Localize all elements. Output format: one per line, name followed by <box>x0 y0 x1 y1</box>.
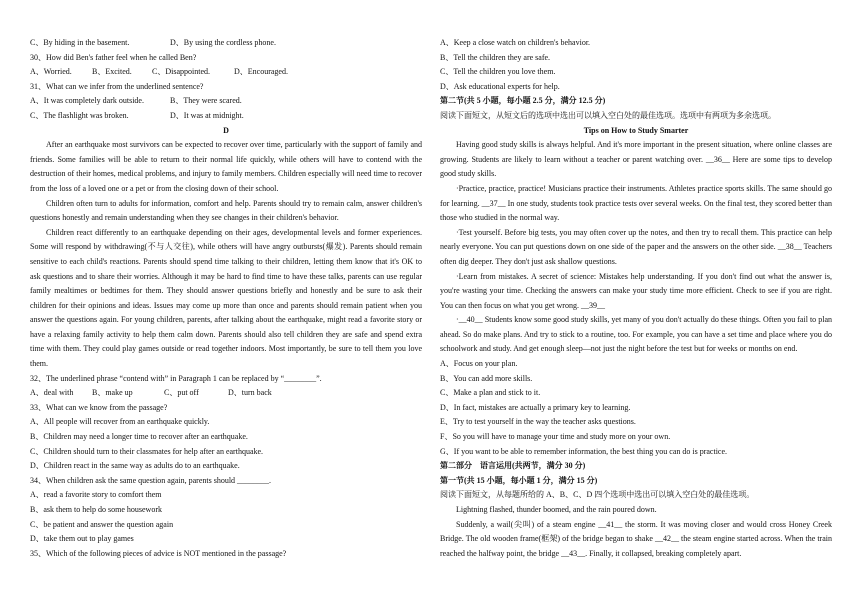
part3-subsection-header: 第一节(共 15 小题，每小题 1 分，满分 15 分) <box>440 475 598 485</box>
q32-option-b: B、make up <box>92 388 133 398</box>
story-line-1: Lightning flashed, thunder boomed, and the rain poured down. <box>456 505 657 514</box>
q31-option-a: A、It was completely dark outside. <box>30 96 144 106</box>
q32-option-c: C、put off <box>164 388 199 398</box>
q30-option-b: B、Excited. <box>92 67 132 77</box>
q33-option-d: D、Children react in the same way as adults do to an earthquake. <box>30 461 240 471</box>
part2-section-header: 第二节(共 5 小题，每小题 2.5 分，满分 12.5 分) <box>440 96 606 106</box>
part3-instructions: 阅读下面短文，从每题所给的 A、B、C、D 四个选项中选出可以填入空白处的最佳选项。 <box>440 490 755 500</box>
q31-option-d: D、It was at midnight. <box>170 110 244 120</box>
q34-option-b: B、ask them to help do some housework <box>30 505 162 514</box>
q29-options-cd <box>30 36 422 51</box>
choice-option-g: G、If you want to be able to remember information, the best thing you can do is practice. <box>440 446 728 456</box>
passage-paragraph-2: ·Practice, practice, practice! Musicians practice their instruments. Athletes practice sports skills. The same should go for learning. __37__ In one study, students took practice tests over several weeks. On the final test, they scored better than those who studied in the normal way. <box>440 183 832 223</box>
q33-stem: 33、What can we know from the passage? <box>30 402 168 412</box>
passage-paragraph-1: Having good study skills is always helpful. And it's more important in the present situation, where online classes are growing. Students are likely to learn without a teacher or parent watching over. __36__ Here are some tips to develop good study skills. <box>440 140 832 179</box>
q29-option-d: D、By using the cordless phone. <box>170 38 276 47</box>
q33-option-a: A、All people will recover from an earthquake quickly. <box>30 417 210 427</box>
q34-option-d: D、take them out to play games <box>30 534 134 544</box>
choice-option-a: A、Focus on your plan. <box>440 359 518 369</box>
story-paragraph-2: Suddenly, a wail(尖叫) of a steam engine __41__ the storm. It was moving closer and would cross Honey Creek Bridge. The old wooden frame(框架) of the bridge began to shake __42__ the steam engine started across. When the train reached the halfway point, the bridge __43__. Finally, it collapsed, breaking completely apart. <box>440 519 832 558</box>
q32-stem: 32、The underlined phrase “contend with” in Paragraph 1 can be replaced by “________”. <box>30 373 322 383</box>
q31-options-ab <box>30 94 422 109</box>
passage-paragraph-5: ·__40__ Students know some good study skills, yet many of you don't actually do these things. Often you fail to plan ahead. So do make plans. And try to stick to a routine, too. For example, you can have a set time and place where you do schoolwork and study. And get enough sleep—not just the night before the test but for weeks or months on end. <box>440 315 832 354</box>
passage-title: Tips on How to Study Smarter <box>583 125 689 135</box>
q34-option-c: C、be patient and answer the question again <box>30 519 174 529</box>
passage-d-paragraph-3: Children react differently to an earthquake depending on their ages, developmental levels and former experiences. Some will respond by withdrawing(不与人交往), while others will have angry outbursts(爆发). Parents should remain sensitive to each child's reactions. Parents should spend time talking to their children, letting them know that it's OK to ask questions and to share their worries. Although it may be hard to find time to have these talks, parents can use regular family mealtimes or bedtimes for them. They should answer questions briefly and honestly and be sure to ask their children for their opinions and ideas. Issues may come up more than once and parents should remain patient when you answer the questions again. For young children, parents, after talking about the earthquake, might read a favorite story or have a relaxing family activity to help them calm down. Parents should also tell children they are safe and spend extra time with them. They could play games outside or read together indoors. Most importantly, be sure to tell them you love them. <box>30 227 422 369</box>
q31-option-c: C、The flashlight was broken. <box>30 110 129 120</box>
left-column <box>30 36 422 561</box>
q35-option-d: D、Ask educational experts for help. <box>440 81 560 91</box>
q30-options <box>30 65 422 80</box>
q33-option-b: B、Children may need a longer time to recover after an earthquake. <box>30 432 248 442</box>
passage-d-paragraph-1: After an earthquake most survivors can be expected to recover over time, particularly with the support of family and friends. Some families will be able to return to their normal life quickly, while others will have to contend with the destruction of their homes, medical problems, and injury to family members. Children especially will need time to recover from the loss of a loved one or a pet or from the closing down of their school. <box>30 140 422 193</box>
q35-option-a: A、Keep a close watch on children's behavior. <box>440 38 591 47</box>
part2-instructions: 阅读下面短文，从短文后的选项中选出可以填入空白处的最佳选项。选项中有两项为多余选项。 <box>440 110 776 120</box>
passage-paragraph-4: ·Learn from mistakes. A secret of science: Mistakes help understanding. If you don't find out what the answer is, you're wasting your time. Checking the answers can make your study time more efficient. Check to see if you are right. You can then focus on what you get wrong. __39__ <box>440 271 832 310</box>
q35-option-c: C、Tell the children you love them. <box>440 67 556 77</box>
q29-option-c: C、By hiding in the basement. <box>30 38 130 47</box>
q30-stem: 30、How did Ben's father feel when he called Ben? <box>30 52 197 62</box>
q31-stem: 31、What can we infer from the underlined sentence? <box>30 81 204 91</box>
q30-option-d: D、Encouraged. <box>234 67 288 77</box>
q32-option-a: A、deal with <box>30 388 74 398</box>
q32-option-d: D、turn back <box>228 388 272 398</box>
choice-option-b: B、You can add more skills. <box>440 373 533 383</box>
q35-stem: 35、Which of the following pieces of advice is NOT mentioned in the passage? <box>30 548 287 558</box>
q31-option-b: B、They were scared. <box>170 96 242 106</box>
q34-stem: 34、When children ask the same question again, parents should ________. <box>30 475 272 485</box>
q30-option-a: A、Worried. <box>30 67 72 77</box>
right-column <box>440 36 832 561</box>
q34-option-a: A、read a favorite story to comfort them <box>30 490 162 500</box>
choice-option-d: D、In fact, mistakes are actually a primary key to learning. <box>440 402 631 412</box>
q35-option-b: B、Tell the children they are safe. <box>440 52 551 62</box>
choice-option-e: E、Try to test yourself in the way the teacher asks questions. <box>440 417 636 427</box>
passage-paragraph-3: ·Test yourself. Before big tests, you may often cover up the notes, and then try to recall them. This practice can help nearly everyone. You can put questions down on one side of the paper and the answers on the other side. __38__ Teachers often dig deeper. They don't just ask shallow questions. <box>440 227 832 266</box>
choice-option-c: C、Make a plan and stick to it. <box>440 388 541 398</box>
q33-option-c: C、Children should turn to their classmates for help after an earthquake. <box>30 446 264 456</box>
q31-options-cd <box>30 109 422 124</box>
q30-option-c: C、Disappointed. <box>152 67 210 77</box>
q32-options <box>30 386 422 401</box>
part3-section-header: 第二部分 语言运用(共两节，满分 30 分) <box>440 461 586 471</box>
passage-d-paragraph-2: Children often turn to adults for information, comfort and help. Parents should try to remain calm, answer children's questions honestly and remain understanding when they see changes in their children's behavior. <box>30 198 422 223</box>
choice-option-f: F、So you will have to manage your time and study more on your own. <box>440 432 671 442</box>
section-d-heading: D <box>223 125 229 135</box>
